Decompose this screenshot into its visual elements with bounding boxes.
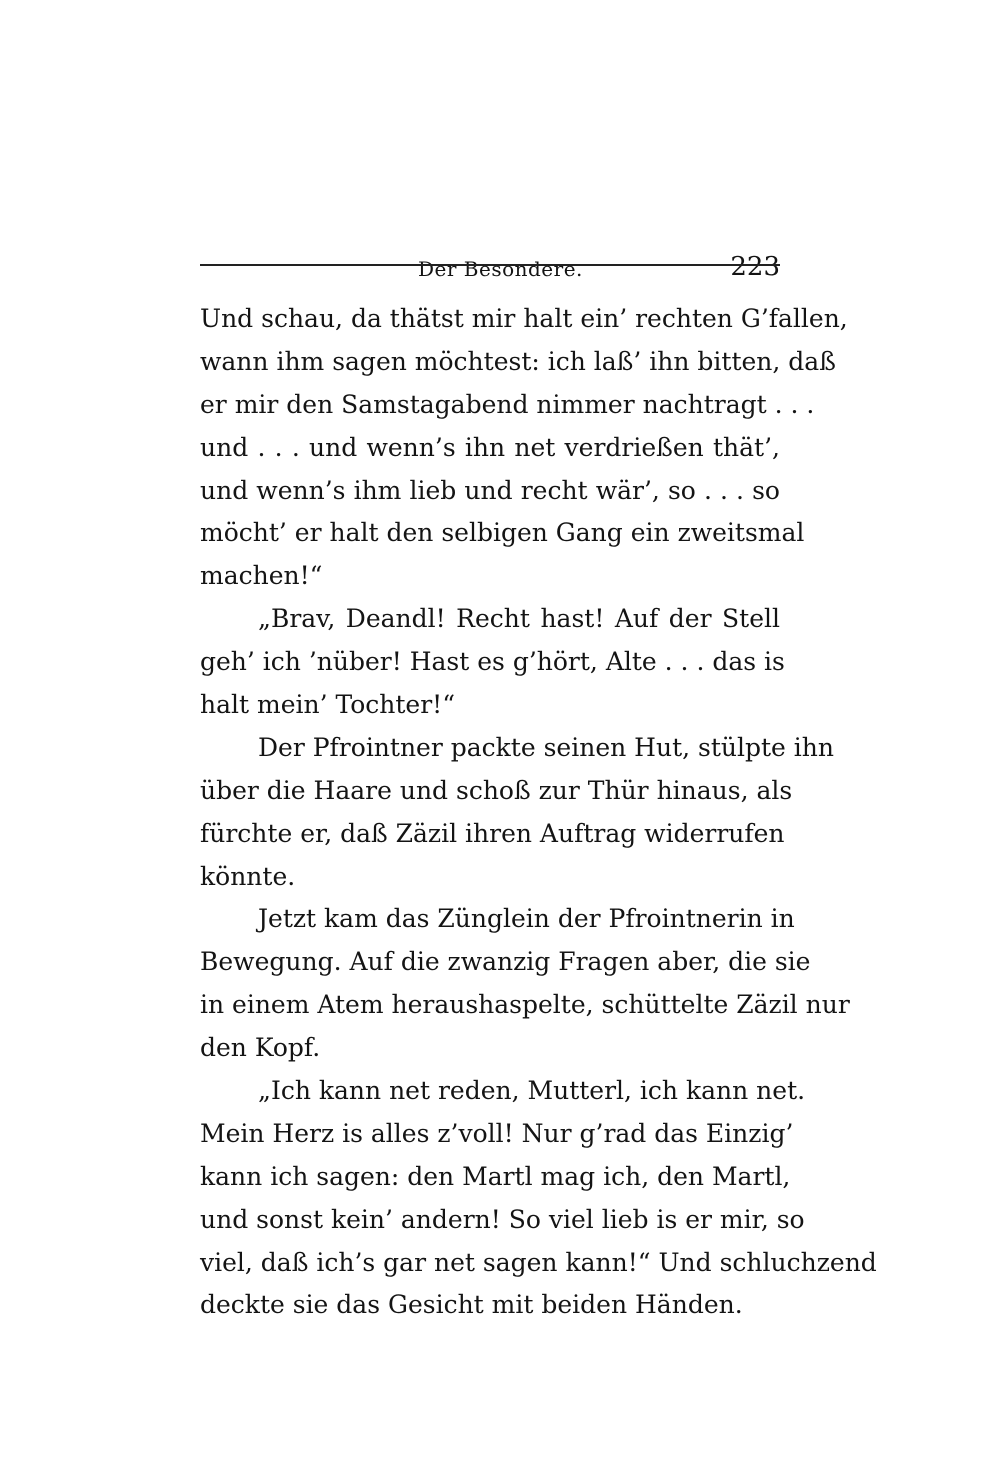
text-line: halt mein’ Tochter!“ <box>200 690 455 720</box>
running-title: Der Besondere. <box>418 257 583 281</box>
text-line: könnte. <box>200 861 296 891</box>
text-line: geh’ ich ’nüber! Hast es g’hört, Alte . . . das is <box>200 647 785 677</box>
text-line: kann ich sagen: den Martl mag ich, den Martl, <box>200 1161 791 1191</box>
text-line: und sonst kein’ andern! So viel lieb is er mir, so <box>200 1204 805 1234</box>
text-line: wann ihm sagen möchtest: ich laß’ ihn bitten, daß <box>200 346 836 376</box>
text-line: und wenn’s ihm lieb und recht wär’, so . . . so <box>200 475 780 505</box>
text-line: möcht’ er halt den selbigen Gang ein zweitsmal <box>200 518 805 548</box>
text-line: Bewegung. Auf die zwanzig Fragen aber, die sie <box>200 947 811 977</box>
text-line: er mir den Samstagabend nimmer nachtragt . . . <box>200 389 815 419</box>
text-line: in einem Atem heraushaspelte, schüttelte Zäzil nur <box>200 990 850 1020</box>
text-line: deckte sie das Gesicht mit beiden Händen. <box>200 1290 743 1320</box>
text-line: Mein Herz is alles z’voll! Nur g’rad das Einzig’ <box>200 1118 794 1148</box>
text-line: und . . . und wenn’s ihn net verdrießen thät’, <box>200 432 780 462</box>
header-rule <box>200 264 780 266</box>
text-line: „Brav, Deandl! Recht hast! Auf der Stell <box>258 604 780 634</box>
text-line: fürchte er, daß Zäzil ihren Auftrag widerrufen <box>200 818 785 848</box>
running-head <box>200 254 780 284</box>
page-number: 223 <box>730 252 780 282</box>
text-line: Jetzt kam das Zünglein der Pfrointnerin in <box>258 904 795 934</box>
text-line: Der Pfrointner packte seinen Hut, stülpte ihn <box>258 732 834 762</box>
text-line: den Kopf. <box>200 1033 321 1063</box>
text-line: über die Haare und schoß zur Thür hinaus, als <box>200 775 793 805</box>
text-line: machen!“ <box>200 561 323 591</box>
text-line: „Ich kann net reden, Mutterl, ich kann net. <box>258 1076 806 1106</box>
body-text <box>200 298 877 1327</box>
text-line: viel, daß ich’s gar net sagen kann!“ Und schluchzend <box>200 1247 877 1277</box>
text-line: Und schau, da thätst mir halt ein’ rechten G’fallen, <box>200 304 848 333</box>
